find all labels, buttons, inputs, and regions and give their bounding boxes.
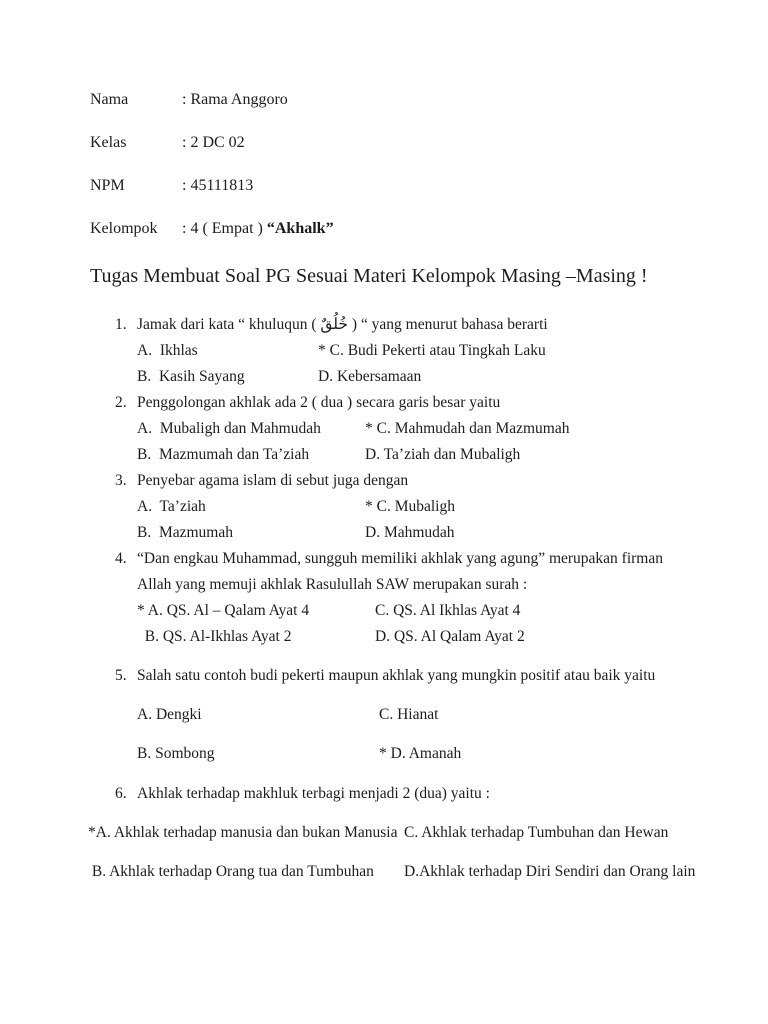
options-row: [137, 442, 668, 468]
info-value: : Rama Anggoro: [182, 91, 288, 108]
questions-section: [88, 312, 696, 885]
question-text: Penggolongan akhlak ada 2 ( dua ) secara garis besar yaitu: [137, 394, 501, 411]
info-label: NPM: [90, 177, 125, 194]
info-value-text: : 4 ( Empat ): [182, 220, 267, 237]
info-value: : 45111813: [182, 177, 254, 194]
option-d: D. QS. Al Qalam Ayat 2: [375, 628, 525, 645]
question-number: 1.: [115, 316, 127, 333]
info-row-npm: [90, 176, 768, 195]
info-value: [182, 219, 334, 238]
info-label: Nama: [90, 91, 129, 108]
option-a: * A. QS. Al – Qalam Ayat 4: [137, 602, 310, 619]
option-c: C. QS. Al Ikhlas Ayat 4: [375, 602, 521, 619]
option-c: C. Hianat: [379, 706, 439, 723]
option-b: B. QS. Al-Ikhlas Ayat 2: [137, 628, 292, 645]
info-row-nama: [90, 90, 768, 109]
info-row-kelompok: [90, 219, 768, 238]
option-b: B. Akhlak terhadap Orang tua dan Tumbuhan: [88, 863, 374, 880]
options-row: [137, 624, 668, 650]
student-info-section: [90, 0, 768, 238]
option-d: * D. Amanah: [379, 745, 462, 762]
page-title: Tugas Membuat Soal PG Sesuai Materi Kelompok Masing –Masing !: [90, 265, 648, 287]
options-row: [137, 598, 668, 624]
question-2: [115, 390, 668, 468]
option-c: C. Akhlak terhadap Tumbuhan dan Hewan: [404, 824, 669, 841]
option-d: D. Ta’ziah dan Mubaligh: [365, 446, 521, 463]
option-b: B. Sombong: [137, 745, 215, 762]
options-row: [88, 859, 696, 885]
question-line: [115, 468, 668, 494]
option-b: B. Mazmumah dan Ta’ziah: [137, 446, 310, 463]
group-name-bold: “Akhalk”: [266, 220, 334, 237]
options-row: [137, 520, 668, 546]
question-line: [115, 663, 668, 689]
option-d: D. Mahmudah: [365, 524, 455, 541]
question-text: Akhlak terhadap makhluk terbagi menjadi 2 (dua) yaitu :: [137, 785, 490, 802]
option-b: B. Mazmumah: [137, 524, 233, 541]
question-number: 5.: [115, 667, 127, 684]
question-line: [115, 546, 668, 598]
option-a: A. Mubaligh dan Mahmudah: [137, 420, 321, 437]
info-label: Kelas: [90, 134, 127, 151]
question-6: [88, 781, 696, 885]
option-b: B. Kasih Sayang: [137, 368, 245, 385]
option-c: * C. Mahmudah dan Mazmumah: [365, 420, 570, 437]
option-a: A. Ta’ziah: [137, 498, 206, 515]
option-d: D.Akhlak terhadap Diri Sendiri dan Orang lain: [404, 863, 696, 880]
question-line: [115, 390, 668, 416]
options-row: [137, 338, 668, 364]
options-row: [137, 364, 668, 390]
question-1: [115, 312, 668, 390]
question-text: Jamak dari kata “ khuluqun ( خُلُقٌ ) “ yang menurut bahasa berarti: [137, 316, 548, 333]
info-value: : 2 DC 02: [182, 134, 245, 151]
question-4: [115, 546, 668, 650]
option-a: A. Dengki: [137, 706, 202, 723]
question-line: [115, 312, 668, 338]
question-line: [115, 781, 668, 807]
question-number: 4.: [115, 550, 127, 567]
question-text: Penyebar agama islam di sebut juga dengan: [137, 472, 409, 489]
question-text: Salah satu contoh budi pekerti maupun akhlak yang mungkin positif atau baik yaitu: [137, 667, 656, 684]
question-5: [115, 663, 668, 767]
question-3: [115, 468, 668, 546]
option-c: * C. Budi Pekerti atau Tingkah Laku: [318, 342, 546, 359]
question-number: 3.: [115, 472, 127, 489]
question-number: 6.: [115, 785, 127, 802]
option-a: *A. Akhlak terhadap manusia dan bukan Manusia: [88, 824, 398, 841]
option-c: * C. Mubaligh: [365, 498, 455, 515]
options-row: [137, 741, 668, 767]
option-d: D. Kebersamaan: [318, 368, 422, 385]
options-row: [137, 702, 668, 728]
options-row: [88, 820, 668, 846]
info-label: Kelompok: [90, 220, 158, 237]
info-row-kelas: [90, 133, 768, 152]
option-a: A. Ikhlas: [137, 342, 198, 359]
options-row: [137, 416, 668, 442]
question-text: “Dan engkau Muhammad, sungguh memiliki akhlak yang agung” merupakan firman Allah yang memuji akhlak Rasulullah SAW merupakan surah :: [137, 550, 667, 593]
options-row: [137, 494, 668, 520]
question-number: 2.: [115, 394, 127, 411]
